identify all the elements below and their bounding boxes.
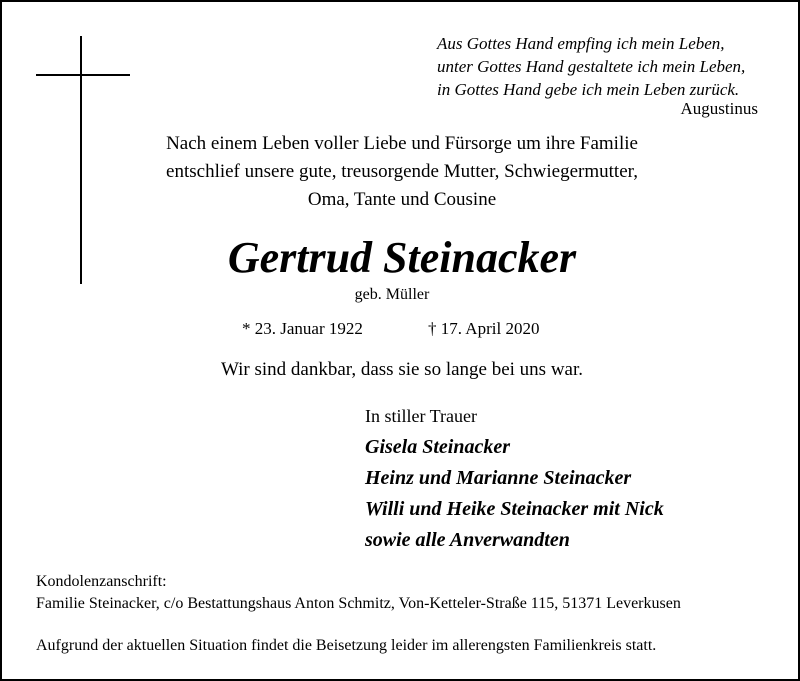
condolence-address-line: Familie Steinacker, c/o Bestattungshaus Anton Schmitz, Von-Ketteler-Straße 115, 51371 Leverkusen bbox=[36, 595, 681, 612]
quote-line: Aus Gottes Hand empfing ich mein Leben, bbox=[437, 34, 725, 53]
gratitude-line: Wir sind dankbar, dass sie so lange bei uns war. bbox=[220, 359, 584, 380]
burial-notice: Aufgrund der aktuellen Situation findet die Beisetzung leider im allerengsten Familienkreis statt. bbox=[36, 637, 657, 654]
death-date: † 17. April 2020 bbox=[428, 319, 540, 338]
maiden-name: geb. Müller bbox=[354, 286, 430, 303]
mourner-name: Heinz und Marianne Steinacker bbox=[365, 467, 632, 489]
intro-line: entschlief unsere gute, treusorgende Mutter, Schwiegermutter, bbox=[166, 161, 638, 182]
intro-text bbox=[102, 130, 702, 214]
intro-line: Nach einem Leben voller Liebe und Fürsorge um ihre Familie bbox=[166, 133, 638, 154]
mourners-intro: In stiller Trauer bbox=[365, 406, 477, 426]
mourners-block bbox=[365, 404, 785, 556]
quote-line: unter Gottes Hand gestaltete ich mein Leben, bbox=[437, 57, 746, 76]
condolence-label: Kondolenzanschrift: bbox=[36, 573, 167, 590]
mourner-name: sowie alle Anverwandten bbox=[365, 529, 570, 551]
mourner-name: Willi und Heike Steinacker mit Nick bbox=[365, 498, 664, 520]
mourner-name: Gisela Steinacker bbox=[365, 436, 510, 458]
birth-date: * 23. Januar 1922 bbox=[242, 319, 363, 338]
condolence-address bbox=[36, 571, 681, 615]
intro-line: Oma, Tante und Cousine bbox=[307, 189, 497, 210]
quote-author: Augustinus bbox=[680, 99, 758, 118]
deceased-name: Gertrud Steinacker bbox=[227, 233, 577, 282]
quote bbox=[437, 32, 767, 101]
cross-icon-horizontal bbox=[36, 74, 130, 76]
quote-line: in Gottes Hand gebe ich mein Leben zurück. bbox=[437, 80, 740, 99]
